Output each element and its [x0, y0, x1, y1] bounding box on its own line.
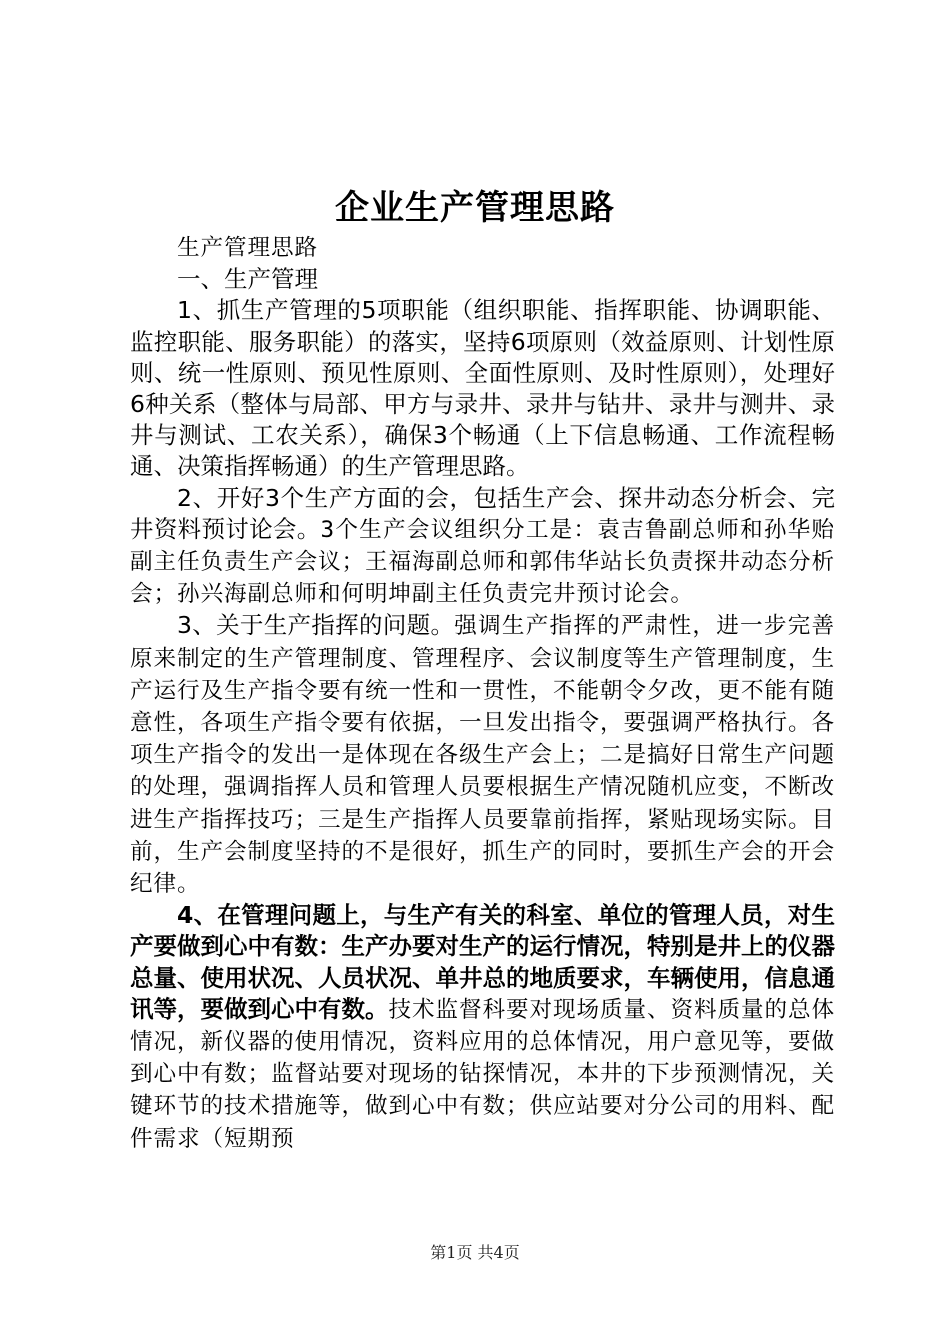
paragraph-2-lead: 2、开好3个生产方面的会，包括生产会、探井动态分析会、完井资料预讨论会。: [130, 483, 835, 543]
paragraph-2-body: 3个生产会议组织分工是：袁吉鲁副总师和孙华贻副主任负责生产会议；王福海副总师和郭伟华站长负责探井动态分析会；孙兴海副总师和何明坤副主任负责完井预讨论会。: [130, 516, 836, 608]
page-footer: 第1页 共4页: [430, 1243, 520, 1262]
paragraph-3-body: 强调生产指挥的严肃性，进一步完善原来制定的生产管理制度、管理程序、会议制度等生产管理制度，生产运行及生产指令要有统一性和一贯性，不能朝令夕改，更不能有随意性，各项生产指令要有依据，一旦发出指令，要强调严格执行。各项生产指令的发出一是体现在各级生产会上；二是搞好日常生产问题的处理，强调指挥人员和管理人员要根据生产情况随机应变，不断改进生产指挥技巧；三是生产指挥人员要靠前指挥，紧贴现场实际。目前，生产会制度坚持的不是很好，抓生产的同时，要抓生产会的开会纪律。: [130, 613, 835, 898]
paragraph-4-body: 技术监督科要对现场质量、资料质量的总体情况，新仪器的使用情况，资料应用的总体情况，用户意见等，要做到心中有数；监督站要对现场的钻探情况，本井的下步预测情况，关键环节的技术措施等，做到心中有数；供应站要对分公司的用料、配件需求（短期预: [130, 996, 835, 1152]
document-body: [130, 233, 835, 1155]
paragraph-4: [130, 900, 835, 1155]
paragraph-4-lead: 4、在管理问题上，与生产有关的科室、单位的管理人员，对生产要做到心中有数：生产办要对生产的运行情况，特别是井上的仪器总量、使用状况、人员状况、单井总的地质要求，车辆使用，信息通讯等，要做到心中有数。: [130, 901, 835, 1023]
paragraph-3-lead: 3、关于生产指挥的问题。: [177, 611, 455, 640]
section-heading: 一、生产管理: [177, 265, 318, 294]
paragraph-1: 1、抓生产管理的5项职能（组织职能、指挥职能、协调职能、监控职能、服务职能）的落实，坚持6项原则（效益原则、计划性原则、统一性原则、预见性原则、全面性原则、及时性原则），处理好6种关系（整体与局部、甲方与录井、录井与钻井、录井与测井、录井与测试、工农关系），确保3个畅通（上下信息畅通、工作流程畅通、决策指挥畅通）的生产管理思路。: [130, 296, 835, 481]
document-title: 企业生产管理思路: [335, 188, 615, 228]
paragraph-3: [130, 610, 835, 900]
document-subtitle: 生产管理思路: [177, 235, 318, 261]
paragraph-2: [130, 483, 835, 611]
